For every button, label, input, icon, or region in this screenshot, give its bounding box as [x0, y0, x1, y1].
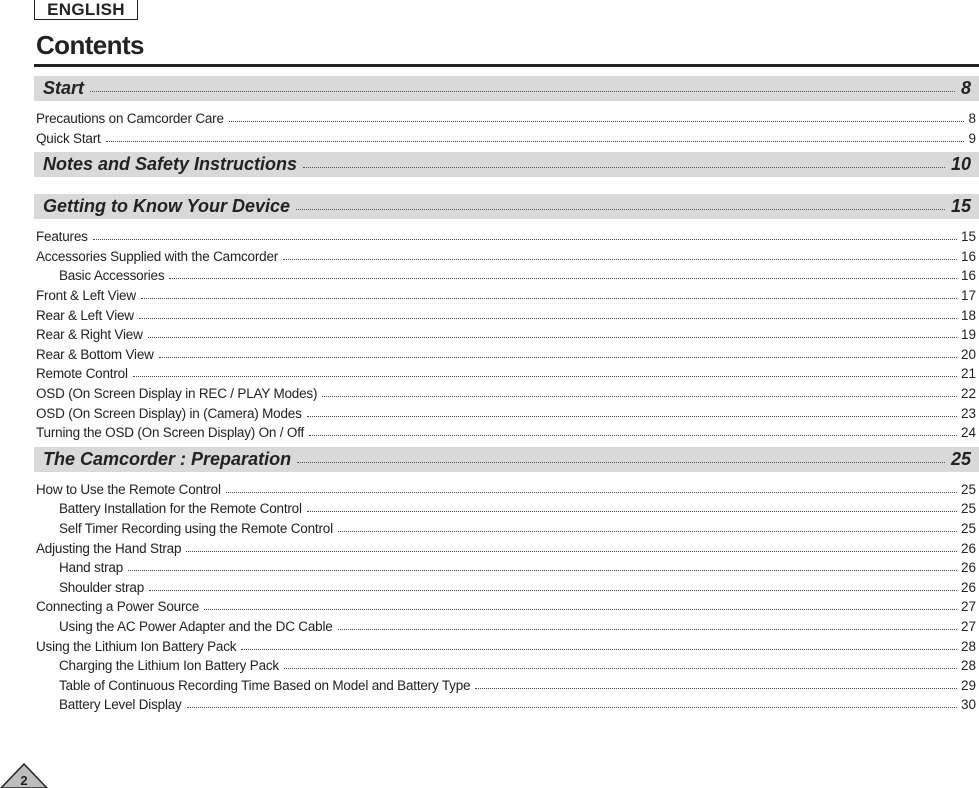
dot-leader [307, 416, 957, 417]
dot-leader [149, 590, 957, 591]
toc-item-page: 8 [960, 78, 971, 98]
toc-item-title: Getting to Know Your Device [43, 196, 291, 217]
toc-item-title: OSD (On Screen Display) in (Camera) Modes [36, 405, 302, 421]
toc-item-page: 28 [960, 638, 976, 654]
dot-leader [303, 167, 945, 168]
toc-entry[interactable] [36, 478, 976, 497]
dot-leader [229, 121, 965, 122]
toc-item-title: Adjusting the Hand Strap [36, 540, 182, 556]
dot-leader [322, 396, 957, 397]
toc-item-title: Basic Accessories [59, 268, 165, 284]
dot-leader [475, 688, 957, 689]
dot-leader [338, 531, 957, 532]
dot-leader [296, 209, 945, 210]
dot-leader [93, 239, 957, 240]
toc-subentry[interactable] [59, 693, 976, 712]
toc-item-title: Front & Left View [36, 288, 136, 303]
toc-section-heading[interactable] [34, 76, 979, 101]
toc-item-title: Start [43, 78, 85, 98]
toc-entry[interactable] [36, 225, 976, 244]
toc-item-page: 16 [960, 248, 976, 264]
toc-entry[interactable] [36, 635, 976, 654]
toc-item-title: The Camcorder : Preparation [43, 448, 292, 469]
toc-item-title: Notes and Safety Instructions [43, 154, 298, 175]
toc-subentry[interactable] [59, 517, 976, 536]
toc-entry[interactable] [36, 382, 976, 401]
toc-item-page: 22 [960, 386, 976, 401]
toc-item-title: Quick Start [36, 130, 101, 146]
dot-leader [226, 492, 957, 493]
toc-entry[interactable] [36, 402, 976, 421]
toc-subentry[interactable] [59, 615, 976, 634]
toc-entry[interactable] [36, 323, 976, 342]
toc-item-title: Rear & Left View [36, 307, 134, 323]
toc-item-title: Accessories Supplied with the Camcorder [36, 248, 279, 264]
toc-entry[interactable] [36, 107, 976, 126]
toc-item-page: 25 [960, 521, 976, 536]
dot-leader [159, 357, 957, 358]
toc-item-page: 26 [960, 579, 976, 595]
dot-leader [307, 511, 957, 512]
toc-item-page: 10 [950, 154, 971, 175]
toc-item-page: 19 [960, 327, 976, 343]
toc-item-page: 8 [968, 111, 976, 126]
toc-item-title: Rear & Bottom View [36, 346, 154, 362]
toc-item-title: Shoulder strap [59, 579, 145, 595]
dot-leader [148, 337, 957, 338]
toc-item-page: 21 [960, 366, 976, 382]
toc-section-heading[interactable] [34, 194, 979, 219]
dot-leader [128, 570, 957, 571]
toc-subentry[interactable] [59, 497, 976, 516]
dot-leader [204, 609, 957, 610]
toc-item-title: Features [36, 229, 88, 245]
dot-leader [169, 278, 957, 279]
toc-item-page: 28 [960, 658, 976, 674]
toc-item-page: 26 [960, 540, 976, 556]
toc-subentry[interactable] [59, 654, 976, 673]
toc-subentry[interactable] [59, 674, 976, 693]
toc-item-title: How to Use the Remote Control [36, 481, 221, 497]
toc-entry[interactable] [36, 284, 976, 303]
toc-item-page: 9 [968, 130, 976, 146]
toc-entry[interactable] [36, 343, 976, 362]
page-title: Contents [36, 30, 144, 60]
toc-item-title: Table of Continuous Recording Time Based on Model and Battery Type [59, 677, 471, 693]
toc-item-title: Remote Control [36, 366, 128, 382]
toc-item-title: Turning the OSD (On Screen Display) On / Off [36, 425, 305, 441]
toc-item-title: Precautions on Camcorder Care [36, 111, 224, 126]
toc-item-page: 20 [960, 346, 976, 362]
toc-section-heading[interactable] [34, 152, 979, 177]
toc-item-page: 24 [960, 425, 976, 441]
dot-leader [90, 91, 955, 92]
dot-leader [283, 259, 957, 260]
toc-entry[interactable] [36, 421, 976, 440]
toc-item-title: Using the Lithium Ion Battery Pack [36, 638, 237, 654]
toc-item-page: 15 [950, 196, 971, 217]
toc-item-page: 27 [960, 599, 976, 615]
toc-item-page: 16 [960, 268, 976, 284]
toc-item-page: 29 [960, 677, 976, 693]
toc-entry[interactable] [36, 127, 976, 146]
dot-leader [241, 649, 957, 650]
dot-leader [133, 376, 957, 377]
dot-leader [187, 707, 957, 708]
toc-item-title: Rear & Right View [36, 327, 143, 343]
page-number-badge [0, 762, 48, 788]
dot-leader [338, 629, 957, 630]
toc-item-title: Hand strap [59, 560, 124, 576]
page-number: 2 [20, 773, 28, 788]
toc-item-page: 25 [950, 448, 971, 469]
toc-item-page: 15 [960, 229, 976, 245]
toc-item-page: 25 [960, 501, 976, 517]
dot-leader [284, 668, 957, 669]
dot-leader [106, 141, 965, 142]
dot-leader [186, 551, 957, 552]
toc-item-title: Using the AC Power Adapter and the DC Cable [59, 619, 333, 634]
toc-item-title: Self Timer Recording using the Remote Control [59, 521, 333, 536]
toc-entry[interactable] [36, 304, 976, 323]
toc-subentry[interactable] [59, 576, 976, 595]
dot-leader [141, 298, 957, 299]
toc-item-page: 18 [960, 307, 976, 323]
toc-item-page: 23 [960, 405, 976, 421]
toc-subentry[interactable] [59, 264, 976, 283]
toc-item-title: Connecting a Power Source [36, 599, 200, 615]
toc-item-page: 17 [960, 288, 976, 303]
toc-item-page: 30 [960, 697, 976, 713]
dot-leader [139, 318, 957, 319]
toc-entry[interactable] [36, 595, 976, 614]
toc-subentry[interactable] [59, 556, 976, 575]
toc-entry[interactable] [36, 362, 976, 381]
language-tab[interactable]: ENGLISH [34, 0, 138, 20]
toc-section-heading[interactable] [34, 447, 979, 472]
toc-item-title: Battery Installation for the Remote Control [59, 501, 302, 517]
toc-item-title: Charging the Lithium Ion Battery Pack [59, 658, 279, 674]
toc-item-page: 27 [960, 619, 976, 634]
toc-item-title: Battery Level Display [59, 697, 182, 713]
dot-leader [309, 435, 957, 436]
dot-leader [297, 462, 945, 463]
toc-item-page: 25 [960, 481, 976, 497]
toc-entry[interactable] [36, 245, 976, 264]
toc-item-title: OSD (On Screen Display in REC / PLAY Modes) [36, 386, 318, 401]
toc-entry[interactable] [36, 537, 976, 556]
toc-item-page: 26 [960, 560, 976, 576]
